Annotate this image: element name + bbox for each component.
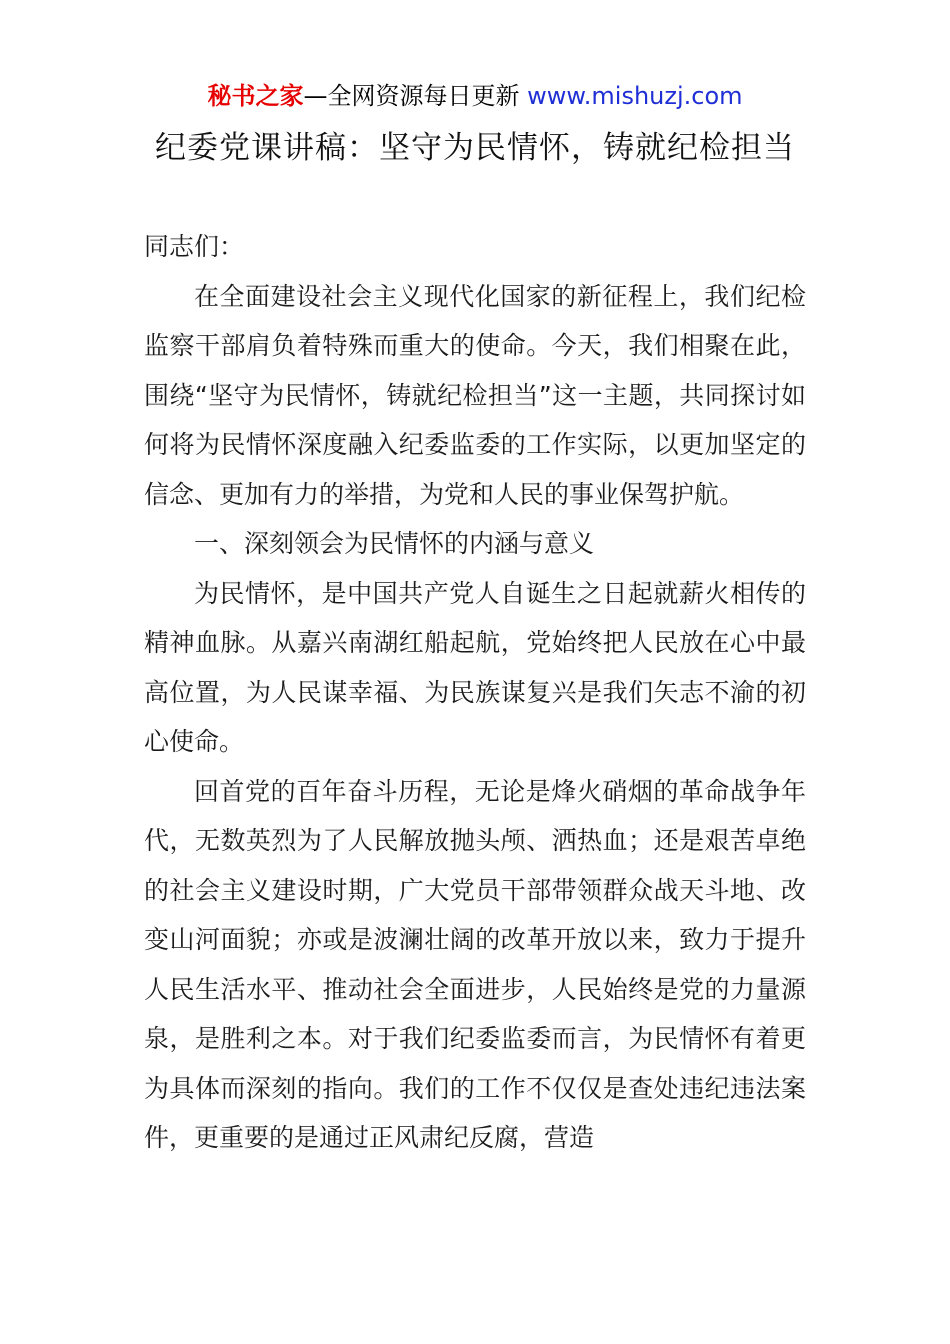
- brand-name: 秘书之家: [207, 82, 304, 110]
- document-body: [144, 222, 806, 1163]
- header-tagline: —全网资源每日更新: [303, 82, 520, 110]
- paragraph: 为民情怀，是中国共产党人自诞生之日起就薪火相传的精神血脉。从嘉兴南湖红船起航，党始终把人民放在心中最高位置，为人民谋幸福、为民族谋复兴是我们矢志不渝的初心使命。: [144, 578, 806, 756]
- paragraph: 在全面建设社会主义现代化国家的新征程上，我们纪检监察干部肩负着特殊而重大的使命。今天，我们相聚在此，围绕“坚守为民情怀，铸就纪检担当”这一主题，共同探讨如何将为民情怀深度融入纪委监委的工作实际，以更加坚定的信念、更加有力的举措，为党和人民的事业保驾护航。: [144, 281, 806, 509]
- site-header: [0, 78, 950, 114]
- paragraph: 回首党的百年奋斗历程，无论是烽火硝烟的革命战争年代，无数英烈为了人民解放抛头颅、洒热血；还是艰苦卓绝的社会主义建设时期，广大党员干部带领群众战天斗地、改变山河面貌；亦或是波澜壮阔的改革开放以来，致力于提升人民生活水平、推动社会全面进步，人民始终是党的力量源泉，是胜利之本。对于我们纪委监委而言，为民情怀有着更为具体而深刻的指向。我们的工作不仅仅是查处违纪违法案件，更重要的是通过正风肃纪反腐，营造: [144, 776, 806, 1152]
- section-heading: 一、深刻领会为民情怀的内涵与意义: [194, 529, 595, 558]
- salutation: 同志们：: [144, 232, 245, 261]
- document-title: 纪委党课讲稿：坚守为民情怀，铸就纪检担当: [155, 130, 795, 166]
- site-url[interactable]: www.mishuzj.com: [527, 82, 743, 110]
